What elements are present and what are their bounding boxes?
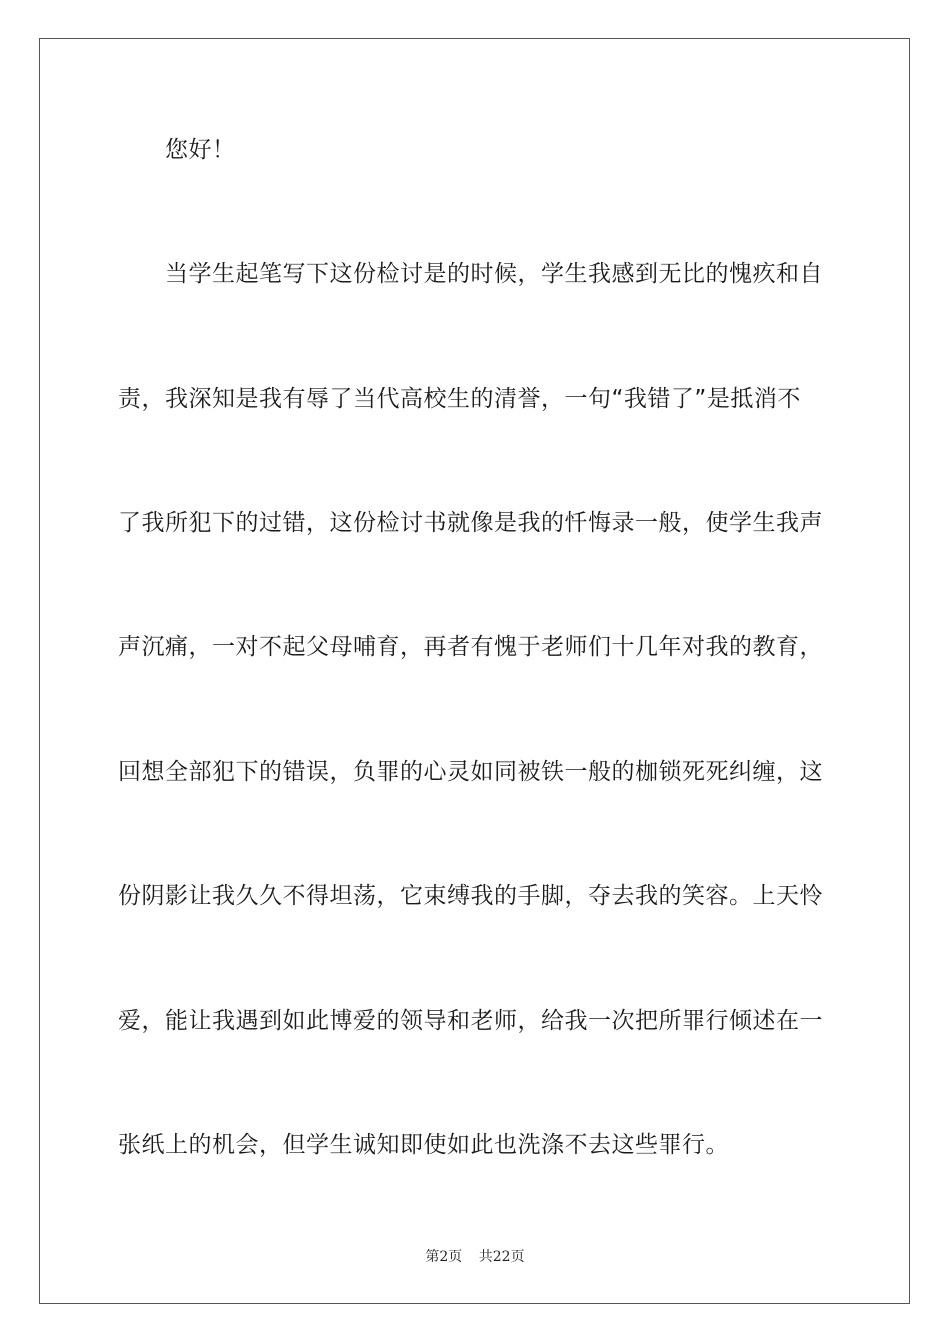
text-line: 责，我深知是我有辱了当代高校生的清誉，一句“我错了”是抵消不 [118,386,801,412]
page-footer [0,1248,950,1266]
text-line: 份阴影让我久久不得坦荡，它束缚我的手脚，夺去我的笑容。上天怜 [118,883,823,909]
greeting-line: 您好！ [165,137,236,163]
text-line: 当学生起笔写下这份检讨是的时候，学生我感到无比的愧疚和自 [165,261,823,287]
text-line: 张纸上的机会，但学生诚知即使如此也洗涤不去这些罪行。 [118,1132,729,1158]
text-line: 了我所犯下的过错，这份检讨书就像是我的忏悔录一般，使学生我声 [118,510,823,536]
page-total: 共22页 [478,1249,525,1265]
text-line: 回想全部犯下的错误，负罪的心灵如同被铁一般的枷锁死死纠缠，这 [118,759,823,785]
page-number: 第2页 [425,1249,463,1265]
page-frame [39,38,910,1304]
text-line: 声沉痛，一对不起父母哺育，再者有愧于老师们十几年对我的教育， [118,634,823,660]
text-line: 爱，能让我遇到如此博爱的领导和老师，给我一次把所罪行倾述在一 [118,1008,823,1034]
